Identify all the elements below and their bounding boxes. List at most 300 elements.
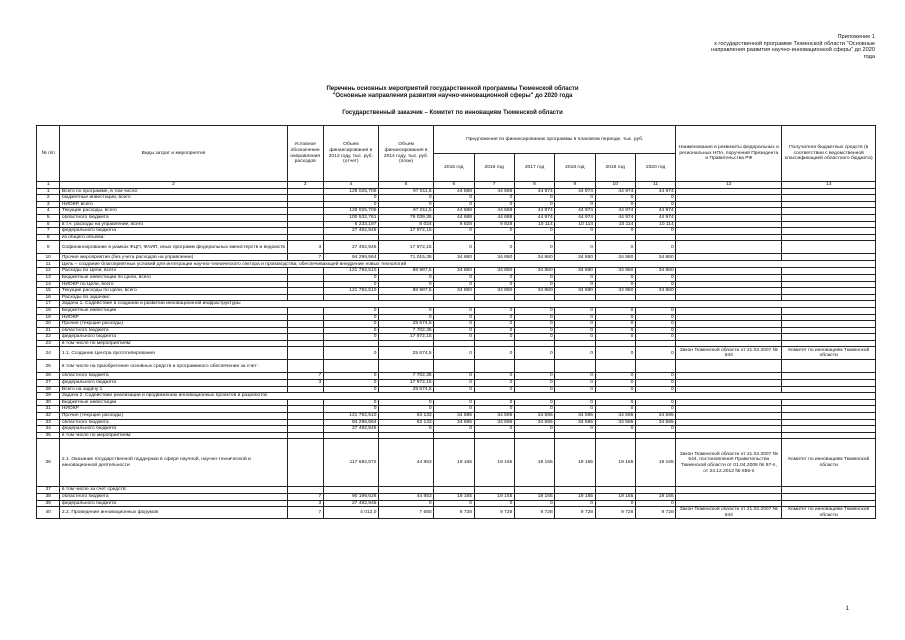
table-cell: [676, 399, 782, 406]
table-cell: 19 165: [514, 494, 554, 501]
table-cell: [676, 274, 782, 281]
table-cell: [676, 221, 782, 228]
table-cell: [555, 360, 595, 373]
table-cell: 0: [514, 327, 554, 334]
table-cell: 7 702,35: [378, 327, 433, 334]
table-cell: 7 702,35: [378, 373, 433, 380]
table-cell: 9 828: [474, 221, 514, 228]
table-cell: 25 674,5: [378, 386, 433, 393]
col-header-no: № п/п: [37, 126, 60, 182]
table-cell: [287, 419, 323, 426]
table-cell: [782, 406, 876, 413]
table-cell: 34 860: [514, 268, 554, 275]
table-cell: 0: [514, 241, 554, 254]
table-cell: 0: [514, 314, 554, 321]
table-cell: 7: [287, 254, 323, 261]
table-cell: 34 860: [514, 288, 554, 295]
table-row: [37, 288, 876, 295]
table-cell: 0: [635, 399, 675, 406]
table-cell: 34 860: [595, 268, 635, 275]
table-cell: 44 853: [378, 494, 433, 501]
row-number-cell: 6: [37, 221, 60, 228]
table-cell: [323, 432, 378, 439]
table-cell: 0: [635, 307, 675, 314]
row-label-cell: Задача 1. Содействие в создании и развитии инновационной инфраструктуры: [60, 301, 876, 308]
table-cell: [287, 406, 323, 413]
table-cell: 0: [323, 195, 378, 202]
row-number-cell: 29: [37, 393, 60, 400]
row-label-cell: Бюджетные инвестиции: [60, 399, 287, 406]
table-cell: [676, 487, 782, 494]
table-cell: [287, 487, 323, 494]
table-cell: 0: [595, 386, 635, 393]
table-cell: [782, 288, 876, 295]
table-cell: 0: [434, 386, 474, 393]
table-cell: 9 728: [474, 507, 514, 519]
table-cell: 9 828: [434, 221, 474, 228]
table-row: [37, 208, 876, 215]
table-cell: 121 792,510: [323, 413, 378, 420]
table-cell: 0: [474, 321, 514, 328]
table-cell: [434, 432, 474, 439]
table-cell: [782, 426, 876, 433]
table-row: [37, 274, 876, 281]
table-cell: 0: [595, 500, 635, 507]
table-cell: [676, 307, 782, 314]
row-number-cell: 9: [37, 241, 60, 254]
row-number-cell: 34: [37, 426, 60, 433]
table-cell: 34 860: [434, 268, 474, 275]
row-label-cell: в том числе на приобретение основных средств и программного обеспечения за счет:: [60, 360, 287, 373]
table-cell: 44 974: [514, 208, 554, 215]
table-cell: [323, 360, 378, 373]
row-number-cell: 15: [37, 288, 60, 295]
table-cell: 0: [378, 274, 433, 281]
table-cell: 34 860: [555, 288, 595, 295]
table-cell: [676, 340, 782, 347]
col-header-year: 2019 год: [595, 154, 635, 182]
table-cell: [635, 360, 675, 373]
table-cell: 0: [474, 327, 514, 334]
table-cell: 0: [555, 380, 595, 387]
table-cell: 0: [514, 426, 554, 433]
table-cell: 19 165: [595, 494, 635, 501]
row-number-cell: 39: [37, 500, 60, 507]
table-cell: 34 860: [434, 254, 474, 261]
table-cell: 0: [555, 386, 595, 393]
table-row: [37, 234, 876, 241]
table-cell: 0: [635, 201, 675, 208]
row-number-cell: 28: [37, 386, 60, 393]
table-cell: 0: [555, 327, 595, 334]
table-cell: 27 492,945: [323, 426, 378, 433]
row-number-cell: 11: [37, 261, 60, 268]
table-cell: [676, 373, 782, 380]
table-cell: 44 688: [434, 208, 474, 215]
col-number: 1: [37, 182, 60, 189]
table-cell: 19 165: [595, 439, 635, 487]
row-label-cell: бюджетные инвестиции, всего: [60, 195, 287, 202]
table-cell: 0: [474, 386, 514, 393]
table-cell: 34 595: [434, 413, 474, 420]
table-cell: 0: [635, 500, 675, 507]
table-cell: 34 595: [514, 419, 554, 426]
table-cell: [555, 340, 595, 347]
table-cell: 0: [434, 406, 474, 413]
row-label-cell: в том числе по мероприятиям:: [60, 340, 287, 347]
row-number-cell: 18: [37, 307, 60, 314]
document-subtitle: Государственный заказчик – Комитет по инновациям Тюменской области: [342, 110, 563, 116]
table-cell: [434, 340, 474, 347]
table-cell: 44 974: [595, 208, 635, 215]
table-cell: [287, 321, 323, 328]
row-number-cell: 20: [37, 321, 60, 328]
table-cell: 0: [595, 201, 635, 208]
table-row: [37, 360, 876, 373]
table-cell: 0: [474, 347, 514, 360]
row-number-cell: 26: [37, 373, 60, 380]
page-number: 1: [845, 606, 849, 612]
row-label-cell: в том числе по мероприятиям:: [60, 432, 287, 439]
table-cell: Комитет по инновациям Тюменской области: [782, 347, 876, 360]
table-cell: 0: [323, 334, 378, 341]
table-cell: [287, 327, 323, 334]
table-cell: 0: [555, 281, 595, 288]
table-cell: Закон Тюменской области от 21.02.2007 № 544: [676, 347, 782, 360]
table-cell: [474, 432, 514, 439]
table-cell: [782, 307, 876, 314]
table-cell: [378, 432, 433, 439]
table-cell: [555, 234, 595, 241]
table-cell: 97 011,5: [378, 208, 433, 215]
table-cell: 0: [635, 281, 675, 288]
table-cell: Закон Тюменской области от 21.02.2007 № 544, постановления Правительства Тюменской области от 01.04.2008 № 97-п, от 24.12.2012 № 555-п: [676, 439, 782, 487]
table-cell: [676, 214, 782, 221]
table-cell: [676, 188, 782, 195]
col-header-year: 2020 год: [635, 154, 675, 182]
table-cell: 0: [555, 373, 595, 380]
table-cell: [782, 413, 876, 420]
table-cell: 0: [555, 195, 595, 202]
appendix-note: [625, 34, 875, 60]
table-cell: 0: [474, 307, 514, 314]
table-cell: 0: [555, 241, 595, 254]
col-header-year: 2018 год: [555, 154, 595, 182]
table-cell: 0: [323, 274, 378, 281]
table-cell: [514, 234, 554, 241]
table-cell: 0: [323, 380, 378, 387]
table-cell: [782, 386, 876, 393]
table-cell: 34 595: [635, 413, 675, 420]
table-row: [37, 373, 876, 380]
table-cell: 0: [323, 327, 378, 334]
table-cell: [676, 268, 782, 275]
table-cell: [287, 426, 323, 433]
table-row: [37, 500, 876, 507]
table-cell: [287, 288, 323, 295]
table-row: [37, 241, 876, 254]
table-cell: 0: [514, 274, 554, 281]
table-cell: 0: [595, 274, 635, 281]
table-cell: 44 688: [474, 208, 514, 215]
row-number-cell: 2: [37, 195, 60, 202]
table-cell: [287, 221, 323, 228]
table-cell: [782, 380, 876, 387]
col-header-year: 2015 год: [434, 154, 474, 182]
table-cell: 0: [434, 201, 474, 208]
document-title-2: "Основные направления развития научно-инновационной сферы" до 2020 года: [332, 93, 573, 99]
table-cell: [287, 399, 323, 406]
table-row: [37, 347, 876, 360]
table-cell: 34 860: [635, 288, 675, 295]
table-cell: [287, 208, 323, 215]
row-label-cell: федерального бюджета: [60, 500, 287, 507]
table-row: [37, 432, 876, 439]
table-cell: 0: [434, 500, 474, 507]
table-cell: 0: [595, 380, 635, 387]
table-cell: [514, 340, 554, 347]
table-cell: [635, 234, 675, 241]
col-number: 6: [434, 182, 474, 189]
table-cell: 0: [323, 307, 378, 314]
row-number-cell: 16: [37, 294, 60, 301]
table-cell: 0: [378, 281, 433, 288]
row-label-cell: в т.ч. расходы на управление, всего: [60, 221, 287, 228]
table-row: [37, 281, 876, 288]
row-number-cell: 1: [37, 188, 60, 195]
table-cell: [676, 228, 782, 235]
table-cell: [287, 214, 323, 221]
table-cell: 34 860: [474, 254, 514, 261]
appendix-line: направления развития научно-инновационной сферы" до 2020: [711, 47, 875, 54]
table-cell: 0: [635, 406, 675, 413]
row-number-cell: 36: [37, 439, 60, 487]
table-cell: 3: [287, 241, 323, 254]
table-cell: [676, 426, 782, 433]
row-label-cell: Текущие расходы по Цели, всего: [60, 288, 287, 295]
table-row: [37, 386, 876, 393]
table-cell: 0: [635, 347, 675, 360]
table-cell: 0: [434, 380, 474, 387]
row-number-cell: 27: [37, 380, 60, 387]
table-cell: 34 860: [514, 254, 554, 261]
table-cell: 0: [434, 195, 474, 202]
row-label-cell: НИОКР: [60, 314, 287, 321]
table-cell: 9 728: [635, 507, 675, 519]
table-cell: 34 860: [474, 268, 514, 275]
row-number-cell: 32: [37, 413, 60, 420]
table-cell: 0: [595, 373, 635, 380]
table-cell: 0: [434, 327, 474, 334]
table-cell: [782, 419, 876, 426]
table-cell: [676, 314, 782, 321]
row-number-cell: 35: [37, 432, 60, 439]
table-cell: 63 133: [378, 419, 433, 426]
table-cell: [287, 268, 323, 275]
col-header-name: Виды затрат и мероприятия: [60, 126, 287, 182]
table-cell: 0: [378, 307, 433, 314]
table-cell: Закон Тюменской области от 21.02.2007 № 544: [676, 507, 782, 519]
table-cell: 44 974: [635, 214, 675, 221]
table-cell: 88 987,5: [378, 268, 433, 275]
table-cell: [782, 327, 876, 334]
table-cell: 0: [474, 406, 514, 413]
row-label-cell: Прочие (текущие расходы): [60, 413, 287, 420]
table-cell: 19 165: [555, 494, 595, 501]
table-cell: 0: [555, 307, 595, 314]
table-cell: 34 860: [595, 254, 635, 261]
table-cell: [474, 487, 514, 494]
table-cell: 17 972,15: [378, 241, 433, 254]
table-cell: 9 728: [514, 507, 554, 519]
table-cell: 34 860: [635, 268, 675, 275]
table-cell: [595, 360, 635, 373]
table-cell: 25 674,5: [378, 347, 433, 360]
table-cell: 44 974: [555, 188, 595, 195]
table-cell: 0: [378, 314, 433, 321]
table-cell: [782, 360, 876, 373]
row-label-cell: областного бюджета: [60, 373, 287, 380]
table-cell: 0: [514, 500, 554, 507]
row-number-cell: 31: [37, 406, 60, 413]
table-cell: [782, 188, 876, 195]
table-cell: 0: [635, 426, 675, 433]
table-cell: [287, 188, 323, 195]
table-cell: 9 728: [555, 507, 595, 519]
row-number-cell: 25: [37, 360, 60, 373]
table-cell: 34 595: [555, 419, 595, 426]
table-cell: [287, 228, 323, 235]
table-cell: [676, 281, 782, 288]
table-row: [37, 314, 876, 321]
row-label-cell: областного бюджета: [60, 494, 287, 501]
table-cell: 44 974: [555, 208, 595, 215]
table-cell: [782, 487, 876, 494]
table-cell: 10 114: [514, 221, 554, 228]
table-cell: 88 987,5: [378, 288, 433, 295]
table-cell: [782, 201, 876, 208]
table-cell: 0: [323, 406, 378, 413]
row-label-cell: Задача 2. Содействие реализации и продвижению инновационных проектов и разработок: [60, 393, 876, 400]
col-number: 11: [635, 182, 675, 189]
col-header-year: 2017 год: [514, 154, 554, 182]
table-cell: 0: [474, 281, 514, 288]
table-cell: 0: [514, 228, 554, 235]
table-cell: [287, 195, 323, 202]
table-cell: 0: [635, 241, 675, 254]
table-cell: [378, 360, 433, 373]
table-cell: [782, 321, 876, 328]
col-header-recipients: Получатели бюджетных средств (в соответствии с ведомственной классификацией областного бюджета): [782, 126, 876, 182]
table-cell: 63 133: [378, 413, 433, 420]
table-cell: 19 165: [434, 439, 474, 487]
table-cell: 0: [555, 500, 595, 507]
table-row: [37, 419, 876, 426]
table-cell: [676, 380, 782, 387]
table-cell: [474, 340, 514, 347]
table-cell: 0: [474, 274, 514, 281]
table-cell: 34 860: [555, 268, 595, 275]
table-cell: [782, 195, 876, 202]
table-cell: [474, 294, 514, 301]
table-cell: 0: [595, 321, 635, 328]
table-cell: 34 595: [474, 413, 514, 420]
table-cell: [287, 274, 323, 281]
col-header-cond: Условное обозначение направления расходов: [287, 126, 323, 182]
table-cell: 0: [434, 373, 474, 380]
table-cell: [378, 487, 433, 494]
table-cell: 44 974: [595, 214, 635, 221]
table-cell: 0: [635, 380, 675, 387]
table-cell: 0: [514, 281, 554, 288]
table-cell: [514, 360, 554, 373]
table-cell: 34 860: [555, 254, 595, 261]
row-label-cell: федерального бюджета: [60, 426, 287, 433]
table-cell: [595, 294, 635, 301]
table-row: [37, 494, 876, 501]
table-cell: [514, 487, 554, 494]
table-row: [37, 321, 876, 328]
table-cell: [782, 281, 876, 288]
table-cell: 0: [514, 399, 554, 406]
table-row: [37, 261, 876, 268]
table-cell: 71 015,35: [378, 254, 433, 261]
table-row: [37, 221, 876, 228]
table-cell: 94 299,564: [323, 419, 378, 426]
table-cell: [676, 327, 782, 334]
table-row: [37, 327, 876, 334]
table-cell: 0: [378, 500, 433, 507]
table-cell: 94 299,564: [323, 254, 378, 261]
table-cell: 34 595: [635, 419, 675, 426]
table-cell: [595, 234, 635, 241]
col-header-year: 2016 год: [474, 154, 514, 182]
col-number: 12: [676, 182, 782, 189]
table-cell: 0: [555, 201, 595, 208]
table-cell: 44 688: [434, 214, 474, 221]
row-number-cell: 7: [37, 228, 60, 235]
table-cell: [676, 432, 782, 439]
row-number-cell: 30: [37, 399, 60, 406]
table-cell: 34 860: [434, 288, 474, 295]
table-cell: 7: [287, 507, 323, 519]
table-cell: 79 039,35: [378, 214, 433, 221]
row-number-cell: 21: [37, 327, 60, 334]
row-label-cell: Всего по программе, в том числе:: [60, 188, 287, 195]
table-cell: 34 860: [474, 288, 514, 295]
table-cell: 19 165: [635, 439, 675, 487]
table-cell: 44 974: [514, 188, 554, 195]
table-cell: 0: [595, 334, 635, 341]
table-cell: 0: [323, 399, 378, 406]
table-cell: [782, 373, 876, 380]
table-cell: 0: [595, 228, 635, 235]
table-cell: 34 595: [595, 413, 635, 420]
table-cell: [287, 294, 323, 301]
row-label-cell: из общего объема:: [60, 234, 287, 241]
table-cell: 17 972,15: [378, 334, 433, 341]
table-cell: 0: [378, 201, 433, 208]
table-cell: [555, 294, 595, 301]
table-cell: 44 974: [635, 208, 675, 215]
table-cell: 0: [635, 314, 675, 321]
row-number-cell: 3: [37, 201, 60, 208]
table-cell: [676, 334, 782, 341]
table-cell: 0: [595, 327, 635, 334]
table-cell: 0: [514, 334, 554, 341]
appendix-line: к государственной программе Тюменской области "Основные: [714, 40, 875, 47]
table-cell: 0: [474, 399, 514, 406]
